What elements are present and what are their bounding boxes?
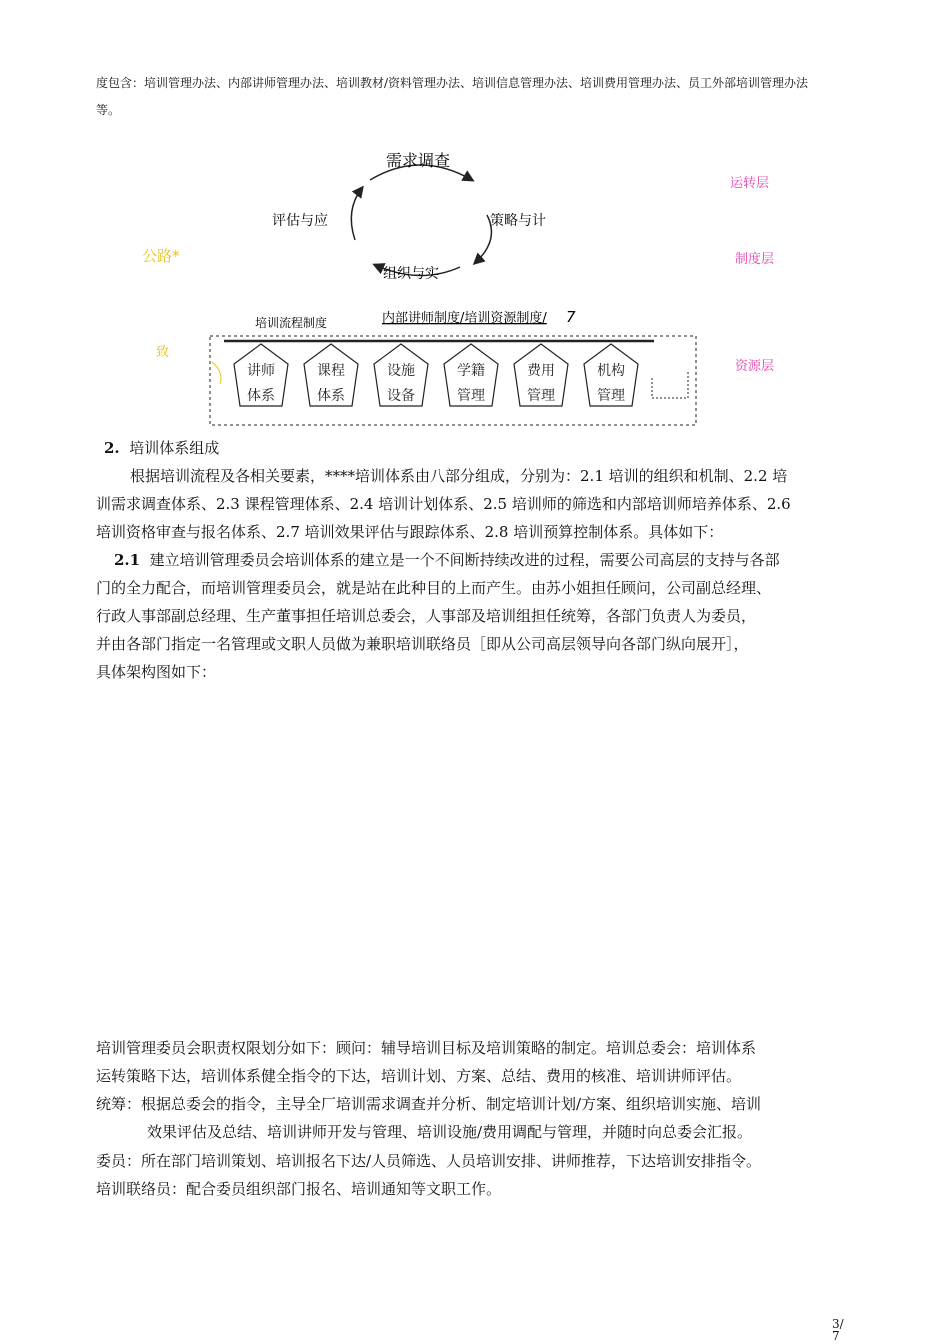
section-2-1-text: 建立培训管理委员会培训体系的建立是一个不间断持续改进的过程，需要公司高层的支持与各部 (149, 551, 780, 569)
section-2-1-line-5: 具体架构图如下： (96, 663, 217, 681)
section-2-title: 培训体系组成 (129, 439, 220, 457)
system-layer-label: 制度层 (735, 252, 775, 267)
pillar-4 (444, 344, 498, 406)
section-2-1-line-1 (114, 549, 780, 570)
section-2-1-line-4: 并由各部门指定一名管理或文职人员做为兼职培训联络员［即从公司高层领导向各部门纵向展开］， (96, 635, 749, 653)
cycle-left-label: 评估与应 (272, 213, 328, 229)
operation-layer-label: 运转层 (730, 176, 770, 191)
section-2-p1-line-2: 训需求调查体系、2.3 课程管理体系、2.4 培训计划体系、2.5 培训师的筛选和内部培训师培养体系、2.6 (96, 495, 791, 513)
intro-line-1: 度包含：培训管理办法、内部讲师管理办法、培训教材/资料管理办法、培训信息管理办法、培训费用管理办法、员工外部培训管理办法 (96, 76, 809, 90)
svg-text:体系: 体系 (317, 388, 345, 404)
section-2-p1-line-3: 培训资格审查与报名体系、2.7 培训效果评估与跟踪体系、2.8 培训预算控制体系。具体如下： (96, 523, 724, 541)
page-number-top: 3/ (832, 1317, 844, 1331)
section-2-1-line-3: 行政人事部副总经理、生产董事担任培训总委会，人事部及培训组担任统筹，各部门负责人为委员， (96, 607, 757, 625)
svg-text:学籍: 学籍 (457, 363, 485, 379)
svg-text:体系: 体系 (247, 388, 275, 404)
svg-text:讲师: 讲师 (247, 363, 275, 379)
section-2-p1-line-1: 根据培训流程及各相关要素，****培训体系由八部分组成，分别为：2.1 培训的组织和机制、2.2 培 (130, 467, 788, 485)
duties-line-3: 统筹：根据总委会的指令，主导全厂培训需求调查并分析、制定培训计划/方案、组织培训实施、培训 (96, 1095, 762, 1113)
duties-line-2: 运转策略下达，培训体系健全指令的下达，培训计划、方案、总结、费用的核准、培训讲师评估。 (96, 1067, 742, 1085)
page-number (832, 1318, 844, 1342)
svg-text:课程: 课程 (317, 363, 345, 379)
intro-line-2: 等。 (96, 103, 121, 117)
zhi-label: 致 (156, 345, 170, 360)
svg-text:费用: 费用 (527, 363, 555, 379)
cycle-right-label: 策略与计 (490, 213, 546, 229)
bar-mark: 7 (566, 308, 576, 326)
svg-text:管理: 管理 (527, 388, 555, 404)
resource-layer-label: 资源层 (735, 359, 775, 374)
process-system-label: 培训流程制度 (255, 316, 328, 330)
section-2-heading (104, 437, 219, 458)
pillar-5 (514, 344, 568, 406)
duties-line-6: 培训联络员：配合委员组织部门报名、培训通知等文职工作。 (96, 1180, 502, 1198)
page-number-bottom: 7 (832, 1329, 840, 1343)
section-2-1-number: 2.1 (114, 551, 141, 569)
duties-line-5: 委员：所在部门培训策划、培训报名下达/人员筛选、人员培训安排、讲师推荐，下达培训安排指令。 (96, 1152, 762, 1170)
svg-text:设施: 设施 (387, 363, 415, 379)
svg-text:管理: 管理 (597, 388, 625, 404)
road-label: 公路* (142, 247, 180, 265)
svg-text:机构: 机构 (597, 363, 625, 379)
svg-text:管理: 管理 (457, 388, 485, 404)
bracket-line (652, 370, 688, 398)
training-system-diagram (0, 140, 950, 435)
cycle-bottom-label: 组织与实 (383, 266, 439, 282)
svg-text:设备: 设备 (387, 388, 415, 404)
pillar-1 (234, 344, 288, 406)
section-2-1-line-2: 门的全力配合，而培训管理委员会，就是站在此种目的上而产生。由苏小姐担任顾问，公司副总经理、 (96, 579, 772, 597)
duties-line-1: 培训管理委员会职责权限划分如下：顾问：辅导培训目标及培训策略的制定。培训总委会：培训体系 (96, 1039, 757, 1057)
pillar-3 (374, 344, 428, 406)
duties-line-4: 效果评估及总结、培训讲师开发与管理、培训设施/费用调配与管理，并随时向总委会汇报。 (147, 1123, 753, 1141)
pillar-2 (304, 344, 358, 406)
cycle-top-label: 需求调查 (385, 151, 451, 170)
cycle-diagram (272, 151, 546, 282)
pillar-6 (584, 344, 638, 406)
section-2-number: 2. (104, 439, 120, 457)
resource-system-label: 内部讲师制度/培训资源制度/ (382, 311, 547, 326)
